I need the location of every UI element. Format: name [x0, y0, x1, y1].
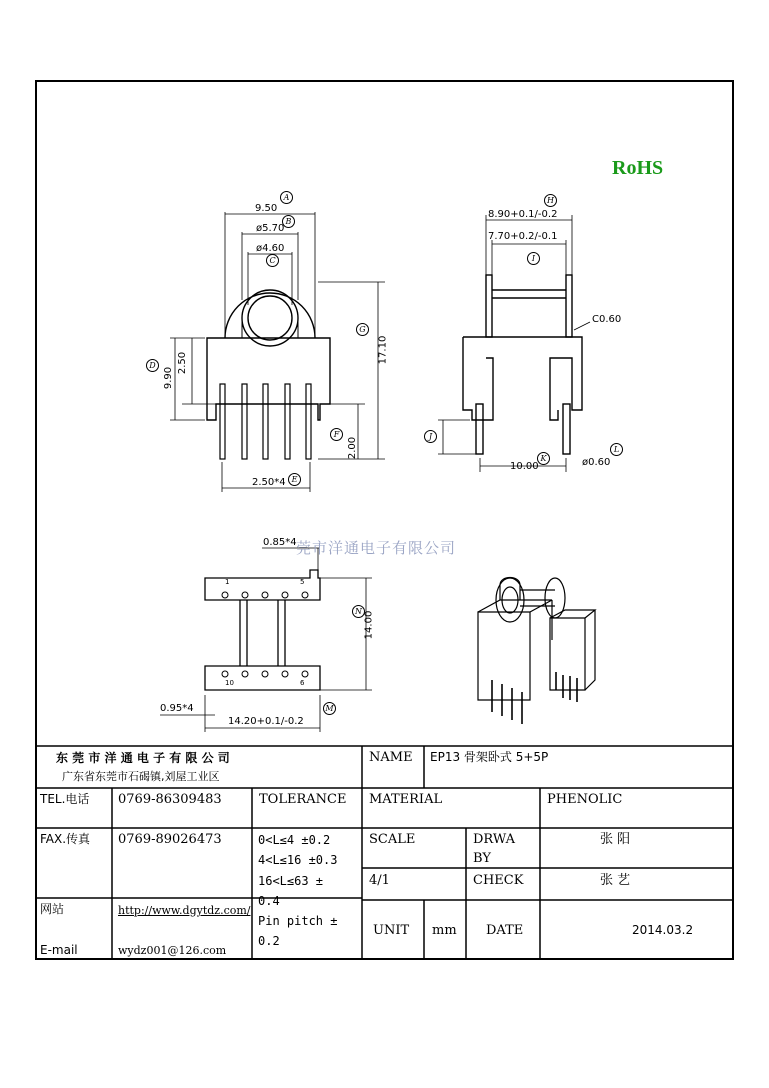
scale-label: SCALE	[369, 832, 416, 847]
watermark: 莞市洋通电子有限公司	[296, 539, 457, 557]
scale-value: 4/1	[369, 873, 390, 888]
drawn-label-2: BY	[473, 851, 491, 866]
ref-label-b: B	[282, 215, 295, 228]
dim-inner-width: 7.70+0.2/-0.1	[488, 231, 558, 242]
pin-number-10: 10	[225, 679, 234, 687]
web-label: 网站	[40, 902, 65, 916]
ref-label-h: H	[544, 194, 557, 207]
drawn-label: DRWA	[473, 832, 516, 847]
tolerance-line-2: 4<L≤16 ±0.3	[258, 853, 338, 867]
tolerance-line-1: 0<L≤4 ±0.2	[258, 833, 331, 847]
name-label: NAME	[369, 750, 413, 765]
ref-label-e: E	[288, 473, 301, 486]
tolerance-label: TOLERANCE	[259, 792, 347, 807]
web-link[interactable]: http://www.dgytdz.com/	[118, 904, 251, 917]
pin-number-1: 1	[225, 578, 230, 586]
dim-height: 17.10	[377, 335, 389, 365]
check-value: 张 艺	[600, 873, 631, 888]
dim-flange: 2.50	[177, 351, 189, 375]
ref-label-i: I	[527, 252, 540, 265]
name-value: EP13 骨架卧式 5+5P	[430, 750, 549, 764]
dim-dia-outer: ø5.70	[256, 223, 285, 234]
unit-value: mm	[432, 923, 457, 938]
ref-label-d: D	[146, 359, 159, 372]
date-label: DATE	[486, 923, 524, 938]
tel-label: TEL.电话	[40, 792, 90, 806]
dim-pin-len: 2.00	[347, 436, 359, 460]
ref-label-g: G	[356, 323, 369, 336]
dim-length: 14.00	[363, 610, 375, 640]
date-value: 2014.03.2	[632, 923, 694, 937]
ref-label-j: J	[424, 430, 437, 443]
drawn-value: 张 阳	[600, 832, 631, 847]
tolerance-line-6: 0.2	[258, 934, 280, 948]
tolerance-line-3: 16<L≤63 ±	[258, 874, 324, 888]
fax-label: FAX.传真	[40, 832, 91, 846]
dim-body: 9.90	[163, 366, 175, 390]
email-label: E-mail	[40, 943, 78, 957]
company-name: 东 莞 市 洋 通 电 子 有 限 公 司	[56, 751, 230, 765]
dim-pitch: 2.50*4	[252, 477, 286, 488]
dim-slot: 0.85*4	[263, 537, 297, 548]
side-view	[438, 215, 590, 472]
tolerance-line-4: 0.4	[258, 894, 280, 908]
dim-chamfer: C0.60	[592, 314, 622, 325]
dim-outer-width: 8.90+0.1/-0.2	[488, 209, 558, 220]
tel-value: 0769-86309483	[118, 792, 222, 807]
dim-width-top: 9.50	[255, 203, 278, 214]
company-address: 广东省东莞市石碣镇,刘屋工业区	[62, 770, 220, 783]
dim-pin-dia: ø0.60	[582, 457, 611, 468]
dim-slot2: 0.95*4	[160, 703, 194, 714]
material-value: PHENOLIC	[547, 792, 623, 807]
ref-label-n: N	[352, 605, 365, 618]
unit-label: UNIT	[373, 923, 410, 938]
fax-value: 0769-89026473	[118, 832, 222, 847]
dim-dia-inner: ø4.60	[256, 243, 285, 254]
ref-label-a: A	[280, 191, 293, 204]
ref-label-m: M	[323, 702, 336, 715]
rohs-label: RoHS	[612, 157, 664, 179]
check-label: CHECK	[473, 873, 524, 888]
isometric-view	[478, 578, 595, 725]
pin-number-6: 6	[300, 679, 305, 687]
ref-label-c: C	[266, 254, 279, 267]
ref-label-f: F	[330, 428, 343, 441]
ref-label-l: L	[610, 443, 623, 456]
dim-span: 10.00	[510, 461, 539, 472]
email-value[interactable]: wydz001@126.com	[118, 944, 227, 957]
tolerance-line-5: Pin pitch ±	[258, 914, 338, 928]
material-label: MATERIAL	[369, 792, 443, 807]
ref-label-k: K	[537, 452, 550, 465]
dim-bottom-width: 14.20+0.1/-0.2	[228, 716, 304, 727]
pin-number-5: 5	[300, 578, 305, 586]
